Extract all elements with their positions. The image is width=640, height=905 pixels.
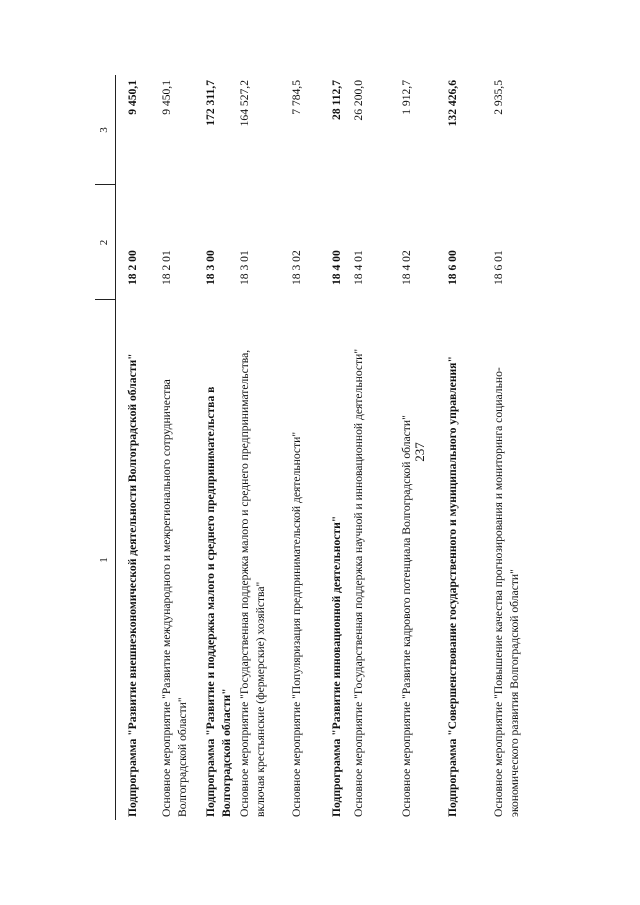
row-code: 18 4 01 — [352, 250, 365, 285]
row-code: 18 2 01 — [160, 250, 173, 285]
row-name: Подпрограмма "Развитие инновационной деятельности" — [330, 515, 343, 817]
row-value: 7 784,5 — [290, 80, 303, 115]
row-name: Основное мероприятие "Государственная поддержка научной и инновационной деятельности" — [352, 348, 365, 817]
row-code: 18 3 01 — [238, 250, 251, 285]
row-code: 18 6 01 — [492, 250, 505, 285]
row-name: Основное мероприятие "Развитие международного и межрегионального сотрудничества Волгоградской области" — [160, 379, 189, 817]
row-value: 9 450,1 — [126, 80, 139, 115]
row-name: Основное мероприятие "Развитие кадрового потенциала Волгоградской области" — [400, 415, 413, 817]
row-name: Подпрограмма "Развитие внешнеэкономической деятельности Волгоградской области" — [126, 353, 139, 817]
row-code: 18 6 00 — [446, 250, 459, 285]
row-code: 18 3 02 — [290, 250, 303, 285]
row-value: 28 112,7 — [330, 80, 343, 120]
row-code: 18 4 00 — [330, 250, 343, 285]
row-value: 1 912,7 — [400, 80, 413, 115]
row-name: Основное мероприятие "Государственная поддержка малого и среднего предпринимательства, включая крестьянские (фермерские) хозяйства" — [238, 349, 267, 817]
rotated-table-area — [95, 75, 545, 820]
table-header — [95, 75, 116, 820]
row-value: 2 935,5 — [492, 80, 505, 115]
row-value: 164 527,2 — [238, 80, 251, 127]
row-code: 18 3 00 — [204, 250, 217, 285]
header-col-3: 3 — [98, 127, 110, 133]
row-name: Подпрограмма "Развитие и поддержка малого и среднего предпринимательства в Волгоградской области" — [204, 386, 233, 817]
header-col-1: 1 — [98, 557, 110, 563]
row-code: 18 4 02 — [400, 250, 413, 285]
row-name: Основное мероприятие "Популяризация предпринимательской деятельности" — [290, 431, 303, 817]
budget-table — [95, 75, 545, 820]
row-value: 132 426,6 — [446, 80, 459, 127]
header-col-2: 2 — [98, 239, 110, 246]
row-code: 18 2 00 — [126, 250, 139, 285]
page-number: 237 — [412, 442, 427, 462]
row-value: 9 450,1 — [160, 80, 173, 115]
row-value: 172 311,7 — [204, 80, 217, 126]
row-name: Подпрограмма "Совершенствование государственного и муниципального управления" — [446, 356, 459, 817]
row-value: 26 200,0 — [352, 80, 365, 121]
row-name: Основное мероприятие "Повышение качества прогнозирования и мониторинга социально-экономического развития Волгоградской области" — [492, 367, 521, 817]
